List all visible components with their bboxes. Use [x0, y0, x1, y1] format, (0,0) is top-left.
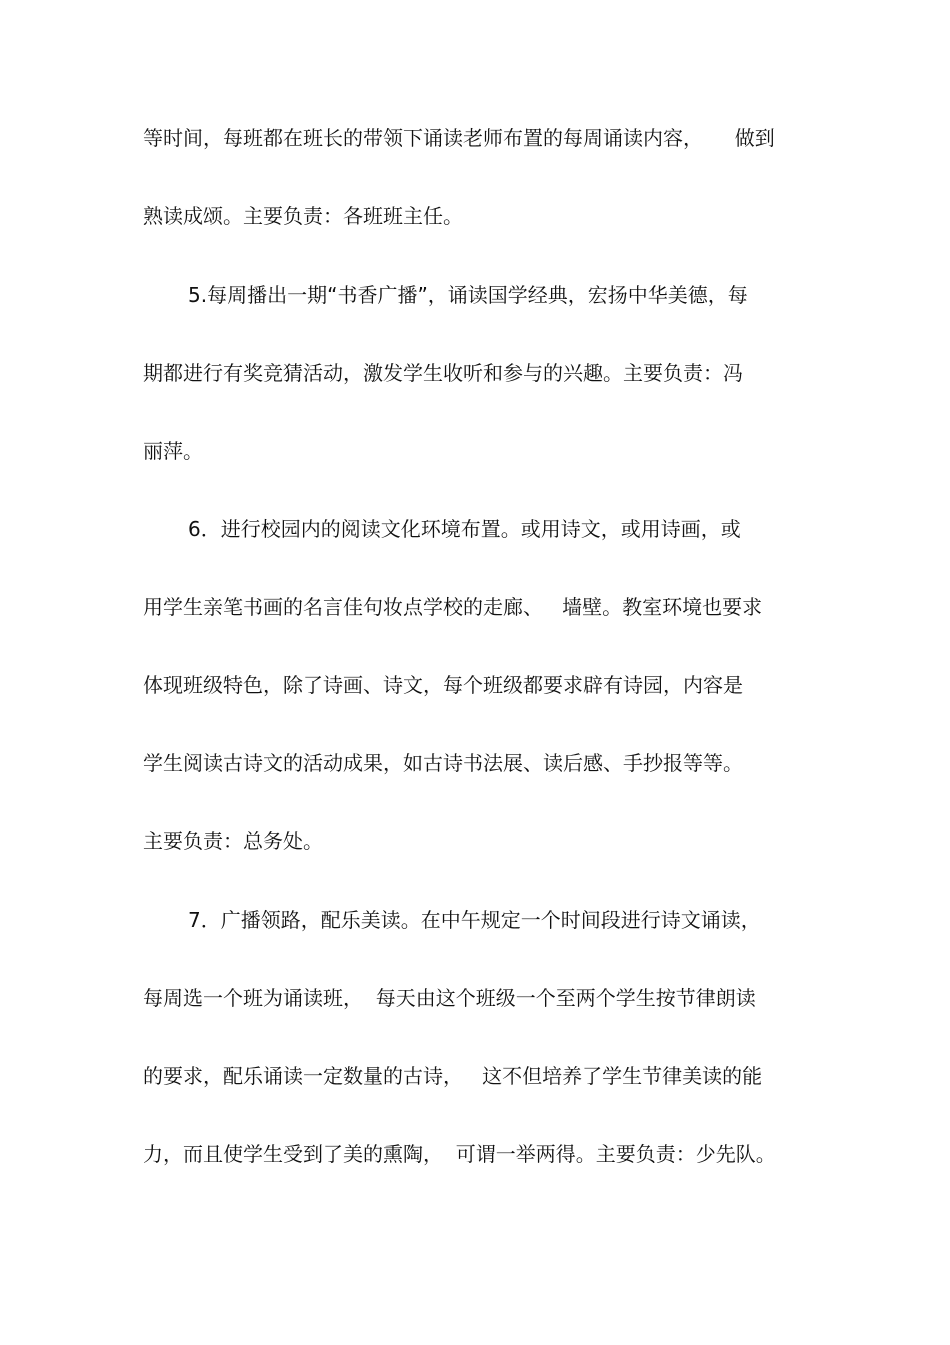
text-line: 的要求，配乐诵读一定数量的古诗， 这不但培养了学生节律美读的能 [143, 1064, 763, 1088]
text-line: 等时间，每班都在班长的带领下诵读老师布置的每周诵读内容， 做到 [143, 126, 775, 150]
text-line: 体现班级特色，除了诗画、诗文，每个班级都要求辟有诗园，内容是 [143, 673, 743, 697]
text-line: 力，而且使学生受到了美的熏陶， 可谓一举两得。主要负责：少先队。 [143, 1142, 776, 1166]
text-line: 熟读成颂。主要负责：各班班主任。 [143, 204, 463, 228]
text-line: 学生阅读古诗文的活动成果，如古诗书法展、读后感、手抄报等等。 [143, 751, 743, 775]
text-line: 用学生亲笔书画的名言佳句妆点学校的走廊、 墙壁。教室环境也要求 [143, 595, 763, 619]
paragraph-5-start: 5.每周播出一期“书香广播”，诵读国学经典，宏扬中华美德，每 [188, 283, 748, 307]
text-line: 主要负责：总务处。 [143, 829, 323, 853]
text-line: 丽萍。 [143, 439, 203, 463]
paragraph-7-start: 7．广播领路，配乐美读。在中午规定一个时间段进行诗文诵读， [188, 908, 761, 932]
text-line: 期都进行有奖竞猜活动，激发学生收听和参与的兴趣。主要负责：冯 [143, 361, 743, 385]
text-line: 每周选一个班为诵读班， 每天由这个班级一个至两个学生按节律朗读 [143, 986, 756, 1010]
paragraph-6-start: 6．进行校园内的阅读文化环境布置。或用诗文，或用诗画，或 [188, 517, 741, 541]
